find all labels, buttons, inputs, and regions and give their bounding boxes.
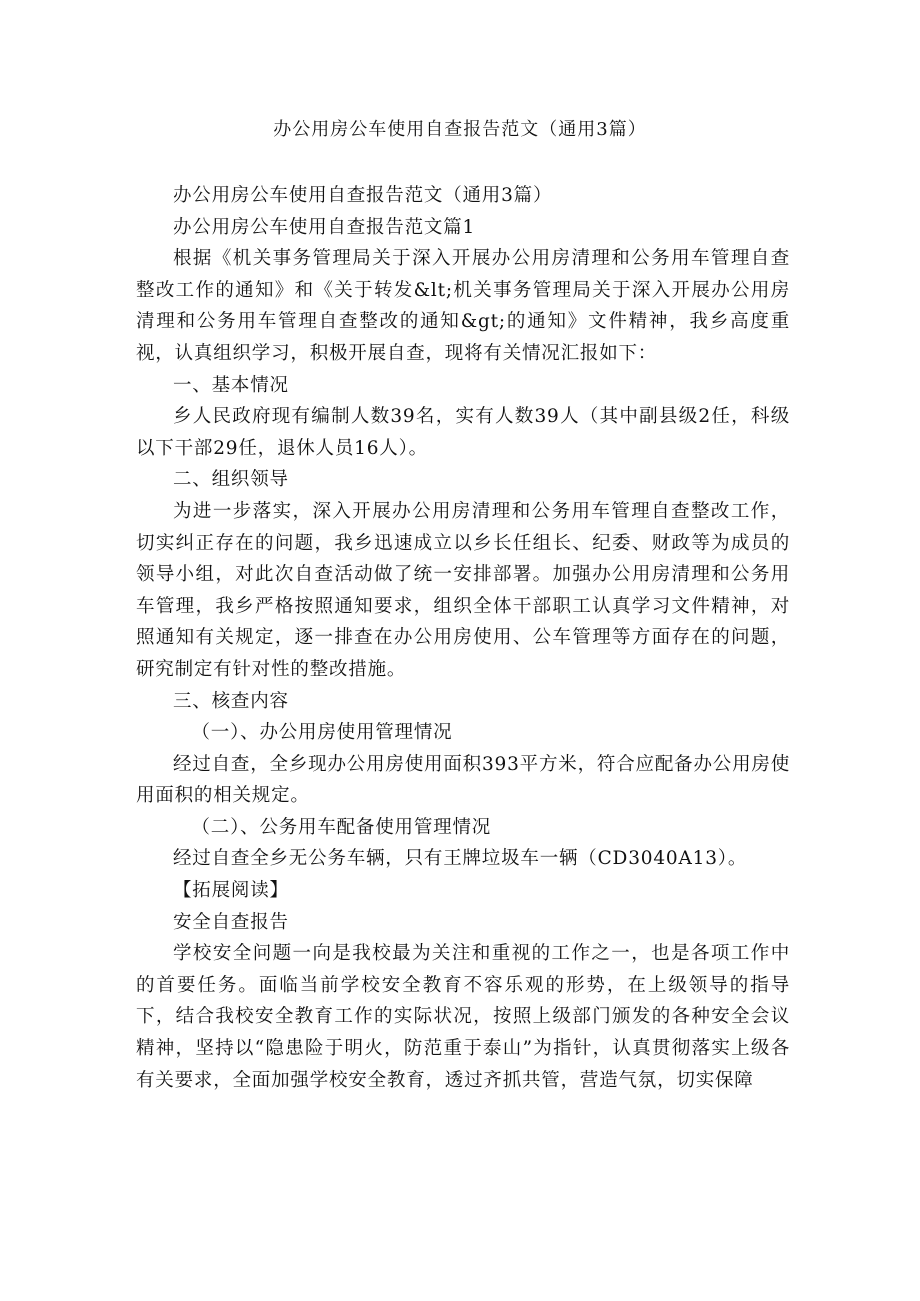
section-heading-part1: 办公用房公车使用自查报告范文篇1 [173,216,476,238]
heading-organization: 二、组织领导 [173,469,289,491]
office-use-paragraph: 经过自查，全乡现办公用房使用面积393平方米，符合应配备办公用房使用面积的相关规定。 [136,753,790,807]
safety-report-heading: 安全自查报告 [173,911,289,933]
safety-report-paragraph: 学校安全问题一向是我校最为关注和重视的工作之一，也是各项工作中的首要任务。面临当前学校安全教育不容乐观的形势，在上级领导的指导下，结合我校安全教育工作的实际状况，按照上级部门颁发的各种安全会议精神，坚持以“隐患险于明火，防范重于泰山”为指针，认真贯彻落实上级各有关要求，全面加强学校安全教育，透过齐抓共管，营造气氛，切实保障 [136,943,790,1091]
document-body [136,180,790,1096]
subheading-office-use: （一）、办公用房使用管理情况 [191,722,453,744]
subheading-vehicle-use: （二）、公务用车配备使用管理情况 [191,816,492,838]
organization-paragraph: 为进一步落实，深入开展办公用房清理和公务用车管理自查整改工作，切实纠正存在的问题，我乡迅速成立以乡长任组长、纪委、财政等为成员的领导小组，对此次自查活动做了统一安排部署。加强办公用房清理和公务用车管理，我乡严格按照通知要求，组织全体干部职工认真学习文件精神，对照通知有关规定，逐一排查在办公用房使用、公车管理等方面存在的问题，研究制定有针对性的整改措施。 [136,500,790,680]
vehicle-use-paragraph: 经过自查全乡无公务车辆，只有王牌垃圾车一辆（CD3040A13）。 [173,848,748,870]
extended-reading-label: 【拓展阅读】 [173,880,289,902]
intro-paragraph: 根据《机关事务管理局关于深入开展办公用房清理和公务用车管理自查整改工作的通知》和《关于转发&lt;机关事务管理局关于深入开展办公用房清理和公务用车管理自查整改的通知&gt;的通知》文件精神，我乡高度重视，认真组织学习，积极开展自查，现将有关情况汇报如下： [136,248,790,364]
basic-situation-paragraph: 乡人民政府现有编制人数39名，实有人数39人（其中副县级2任，科级以下干部29任，退休人员16人）。 [136,406,790,459]
document-title: 办公用房公车使用自查报告范文（通用3篇） [273,119,647,140]
heading-check-content: 三、核查内容 [173,690,289,712]
heading-basic-situation: 一、基本情况 [173,374,289,396]
subtitle-line: 办公用房公车使用自查报告范文（通用3篇） [173,185,553,206]
